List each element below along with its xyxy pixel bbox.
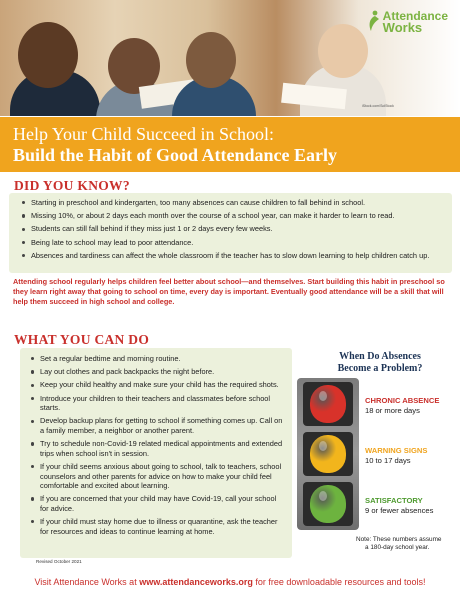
absences-note-line2: a 180-day school year. [365, 544, 430, 551]
list-item: If you are concerned that your child may have Covid-19, call your school for advice. [30, 494, 284, 513]
absences-title-line1: When Do Absences [339, 351, 421, 362]
footer-suffix: for free downloadable resources and tools! [252, 577, 426, 587]
yellow-apple-icon [310, 435, 346, 473]
absences-title-line2: Become a Problem? [337, 363, 423, 374]
list-item: Lay out clothes and pack backpacks the night before. [30, 367, 284, 377]
attendance-works-logo [383, 10, 448, 34]
satisfactory-label: SATISFACTORY [365, 496, 423, 505]
photo-credit: iStock.com/SolStock [362, 104, 394, 108]
absences-note-line1: Note: These numbers assume [356, 536, 442, 543]
page-subtitle: Build the Habit of Good Attendance Early [13, 145, 338, 165]
footer [0, 577, 460, 587]
absences-title [300, 351, 460, 375]
list-item: Set a regular bedtime and morning routine. [30, 354, 284, 364]
what-you-can-do-list [30, 354, 284, 536]
list-item: Try to schedule non-Covid-19 related medical appointments and extended trips when school isn't in session. [30, 439, 284, 458]
did-you-know-list [21, 198, 442, 260]
traffic-light-slot [303, 382, 353, 426]
chronic-absence-label: CHRONIC ABSENCE [365, 396, 440, 405]
list-item: If your child seems anxious about going to school, talk to teachers, school counselors and other parents for advice on how to make your child feel comfortable and excited about learning. [30, 462, 284, 491]
list-item: Introduce your children to their teachers and classmates before school starts. [30, 394, 284, 413]
satisfactory-detail: 9 or fewer absences [365, 506, 434, 515]
footer-prefix: Visit Attendance Works at [34, 577, 140, 587]
leaf-person-icon [367, 10, 381, 32]
did-you-know-heading: DID YOU KNOW? [14, 178, 130, 193]
photo-child-head [318, 24, 368, 78]
logo-line2: Works [382, 20, 423, 35]
page-title: Help Your Child Succeed in School: [13, 124, 274, 144]
footer-link[interactable]: www.attendanceworks.org [139, 577, 253, 587]
photo-child-head [186, 32, 236, 88]
list-item: If your child must stay home due to illness or quarantine, ask the teacher for resources and ideas to continue learning at home. [30, 517, 284, 536]
intro-paragraph: Attending school regularly helps children feel better about school—and themselves. Start building this habit in preschool so they learn right away that going to school on time, every day is important. Eventually good attendance will be a skill that will help them succeed in high school and college. [13, 277, 445, 307]
warning-signs-detail: 10 to 17 days [365, 456, 411, 465]
list-item: Develop backup plans for getting to school if something comes up. Call on a family member, a neighbor or another parent. [30, 416, 284, 435]
photo-child-head [18, 22, 78, 88]
traffic-light [297, 378, 359, 530]
absences-note [356, 536, 452, 552]
warning-signs-label: WARNING SIGNS [365, 446, 428, 455]
list-item: Keep your child healthy and make sure your child has the required shots. [30, 380, 284, 390]
list-item: Absences and tardiness can affect the whole classroom if the teacher has to slow down learning to help children catch up. [21, 251, 442, 261]
list-item: Missing 10%, or about 2 days each month over the course of a school year, can make it harder to learn to read. [21, 211, 442, 221]
what-you-can-do-heading: WHAT YOU CAN DO [14, 332, 150, 347]
list-item: Starting in preschool and kindergarten, too many absences can cause children to fall behind in school. [21, 198, 442, 208]
traffic-light-slot [303, 432, 353, 476]
green-apple-icon [310, 485, 346, 523]
traffic-light-slot [303, 482, 353, 526]
did-you-know-box [9, 193, 452, 273]
revised-date: Revised October 2021 [36, 559, 82, 564]
red-apple-icon [310, 385, 346, 423]
chronic-absence-detail: 18 or more days [365, 406, 420, 415]
list-item: Students can still fall behind if they miss just 1 or 2 days every few weeks. [21, 224, 442, 234]
what-you-can-do-box [20, 348, 292, 558]
title-band [0, 117, 460, 172]
logo-line1: Attendance [382, 9, 448, 23]
list-item: Being late to school may lead to poor attendance. [21, 238, 442, 248]
